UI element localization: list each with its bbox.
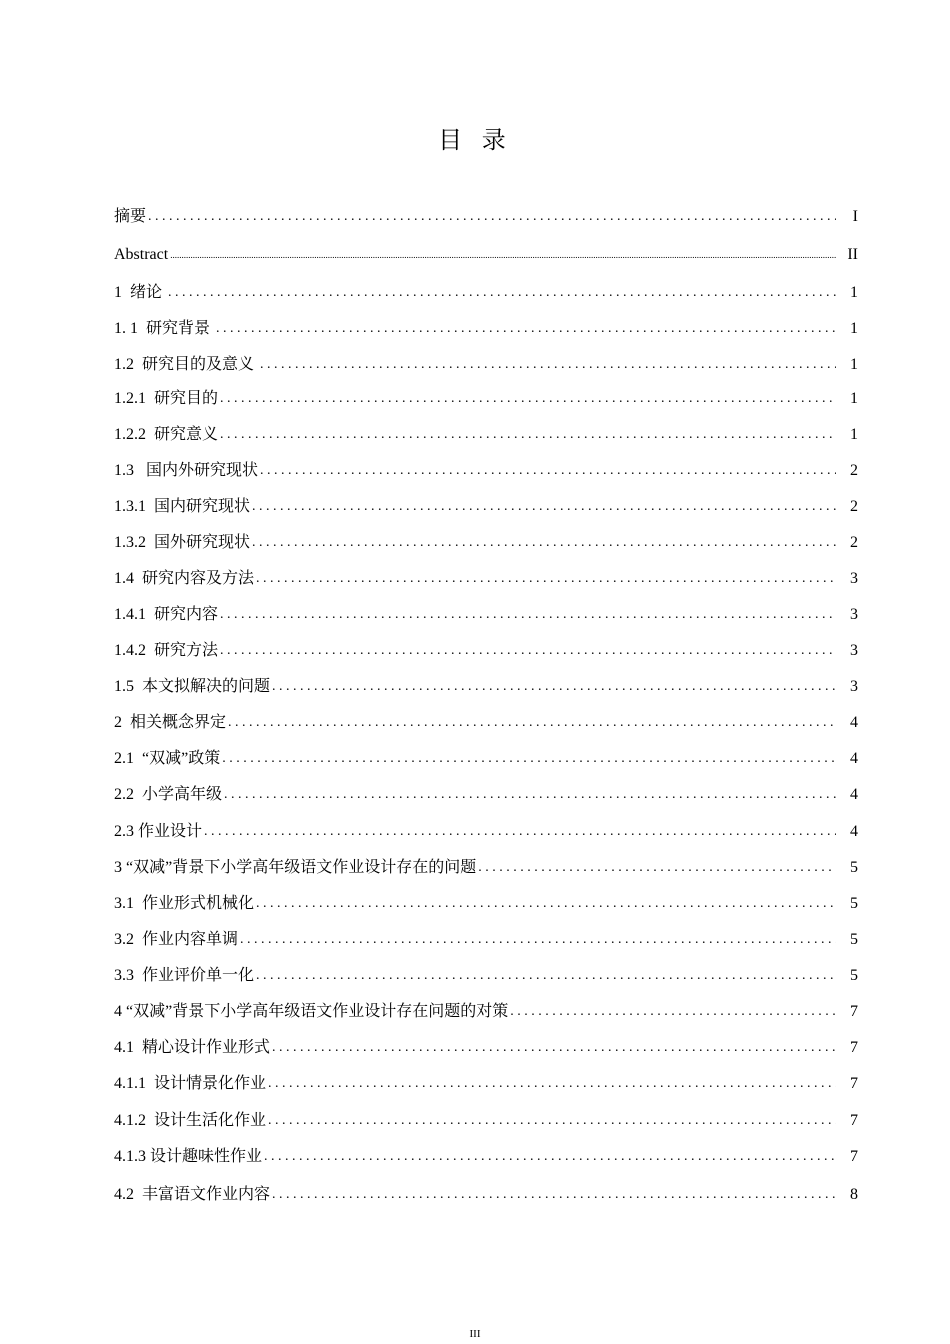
toc-entry-page: 7 <box>850 1148 858 1165</box>
toc-leader-dots <box>256 569 836 589</box>
toc-entry[interactable] <box>114 1143 860 1167</box>
toc-entry-label: 2.1 “双减”政策 <box>114 750 221 767</box>
toc-leader-dots <box>224 785 836 805</box>
footer-page-number: III <box>469 1328 481 1340</box>
toc-entry[interactable] <box>114 421 860 445</box>
toc-entry-label: 1.3.1 国内研究现状 <box>114 498 251 515</box>
toc-leader-dots <box>220 605 836 625</box>
toc-entry[interactable] <box>114 998 860 1022</box>
toc-entry-page: 7 <box>850 1003 858 1020</box>
toc-entry[interactable] <box>114 637 860 661</box>
toc-leader-dots <box>272 1185 836 1205</box>
toc-entry-label: 3 “双减”背景下小学高年级语文作业设计存在的问题 <box>114 859 477 876</box>
toc-entry[interactable] <box>114 1034 860 1058</box>
toc-entry-page: I <box>852 208 858 225</box>
toc-leader-dots <box>260 355 836 375</box>
toc-entry-label: 4.2 丰富语文作业内容 <box>114 1186 271 1203</box>
toc-leader-dots <box>268 1111 836 1131</box>
toc-entry[interactable] <box>114 529 860 553</box>
toc-entry-label: 1.4.1 研究内容 <box>114 606 219 623</box>
toc-entry-page: 3 <box>850 570 858 587</box>
toc-entry[interactable] <box>114 890 860 914</box>
toc-leader-dots <box>478 858 836 878</box>
toc-entry-label: 摘要 <box>114 208 147 225</box>
toc-entry-page: 3 <box>850 642 858 659</box>
toc-entry[interactable] <box>114 1107 860 1131</box>
toc-entry[interactable] <box>114 315 860 339</box>
toc-entry-page: 7 <box>850 1075 858 1092</box>
toc-entry[interactable] <box>114 781 860 805</box>
toc-leader-dots <box>228 713 836 733</box>
toc-entry-label: 1.5 本文拟解决的问题 <box>114 678 271 695</box>
toc-entry-page: 2 <box>850 534 858 551</box>
page-title: 目 录 <box>438 126 512 154</box>
toc-entry-page: 3 <box>850 606 858 623</box>
toc-leader-dots <box>268 1074 836 1094</box>
toc-entry-page: 2 <box>850 462 858 479</box>
toc-entry-page: 4 <box>850 786 858 803</box>
toc-leader-dots <box>222 749 836 769</box>
toc-entry[interactable] <box>114 457 860 481</box>
toc-entry-page: 7 <box>850 1039 858 1056</box>
toc-entry[interactable] <box>114 279 860 303</box>
toc-leader-dots <box>252 497 836 517</box>
toc-entry[interactable] <box>114 1181 860 1205</box>
toc-entry-page: 7 <box>850 1112 858 1129</box>
toc-leader-dots <box>204 822 836 842</box>
toc-entry-page: 1 <box>850 426 858 443</box>
toc-entry-label: 4.1.2 设计生活化作业 <box>114 1112 267 1129</box>
toc-entry-label: Abstract <box>114 246 169 263</box>
toc-entry-label: 1.2.2 研究意义 <box>114 426 219 443</box>
toc-entry-label: 2.3 作业设计 <box>114 823 203 840</box>
toc-leader-dots <box>148 207 836 227</box>
toc-entry-label: 3.3 作业评价单一化 <box>114 967 255 984</box>
toc-entry-label: 1.2 研究目的及意义 <box>114 356 259 373</box>
toc-entry-page: II <box>847 246 858 263</box>
toc-entry-label: 1.4 研究内容及方法 <box>114 570 255 587</box>
toc-entry-label: 1 绪论 <box>114 284 167 301</box>
toc-entry[interactable] <box>114 745 860 769</box>
toc-entry-label: 1.3.2 国外研究现状 <box>114 534 251 551</box>
toc-entry-label: 1. 1 研究背景 <box>114 320 215 337</box>
toc-entry[interactable] <box>114 962 860 986</box>
toc-entry-page: 4 <box>850 750 858 767</box>
toc-leader-dots <box>256 894 836 914</box>
toc-entry-label: 3.2 作业内容单调 <box>114 931 239 948</box>
toc-entry-page: 5 <box>850 859 858 876</box>
toc-entry-page: 5 <box>850 895 858 912</box>
toc-leader-dots <box>256 966 836 986</box>
toc-entry[interactable] <box>114 818 860 842</box>
toc-leader-dots <box>220 425 836 445</box>
toc-entry-label: 3.1 作业形式机械化 <box>114 895 255 912</box>
toc-entry-page: 4 <box>850 823 858 840</box>
toc-entry-page: 1 <box>850 356 858 373</box>
toc-entry[interactable] <box>114 203 860 227</box>
toc-entry[interactable] <box>114 385 860 409</box>
toc-leader-dots <box>272 677 836 697</box>
toc-leader-dots <box>252 533 836 553</box>
toc-leader-dots <box>220 641 836 661</box>
toc-entry-label: 1.3 国内外研究现状 <box>114 462 259 479</box>
toc-leader-dots <box>220 389 836 409</box>
toc-leader-dots <box>216 319 836 339</box>
toc-entry-page: 2 <box>850 498 858 515</box>
toc-entry-label: 2 相关概念界定 <box>114 714 227 731</box>
toc-entry-page: 5 <box>850 931 858 948</box>
toc-entry-label: 4.1.3 设计趣味性作业 <box>114 1148 263 1165</box>
toc-leader-dots <box>240 930 836 950</box>
toc-entry[interactable] <box>114 565 860 589</box>
toc-entry[interactable] <box>114 854 860 878</box>
toc-entry[interactable] <box>114 926 860 950</box>
toc-entry[interactable] <box>114 709 860 733</box>
toc-entry[interactable] <box>114 673 860 697</box>
toc-entry-label: 2.2 小学高年级 <box>114 786 223 803</box>
toc-entry[interactable] <box>114 1070 860 1094</box>
toc-leader-dots <box>510 1002 836 1022</box>
toc-leader-dots <box>264 1147 836 1167</box>
toc-entry-page: 5 <box>850 967 858 984</box>
toc-entry[interactable] <box>114 241 860 265</box>
toc-entry[interactable] <box>114 601 860 625</box>
toc-leader-dots <box>272 1038 836 1058</box>
toc-leader-dots <box>260 461 836 481</box>
toc-leader-dots <box>170 245 836 265</box>
toc-entry-page: 1 <box>850 390 858 407</box>
toc-entry-page: 4 <box>850 714 858 731</box>
toc-entry-label: 1.2.1 研究目的 <box>114 390 219 407</box>
toc-entry-page: 3 <box>850 678 858 695</box>
toc-entry-label: 4 “双减”背景下小学高年级语文作业设计存在问题的对策 <box>114 1003 509 1020</box>
toc-entry[interactable] <box>114 351 860 375</box>
toc-leader-dots <box>168 283 836 303</box>
toc-entry-label: 1.4.2 研究方法 <box>114 642 219 659</box>
toc-entry-page: 1 <box>850 320 858 337</box>
toc-entry-label: 4.1.1 设计情景化作业 <box>114 1075 267 1092</box>
toc-entry-page: 1 <box>850 284 858 301</box>
toc-entry-page: 8 <box>850 1186 858 1203</box>
toc-entry-label: 4.1 精心设计作业形式 <box>114 1039 271 1056</box>
toc-entry[interactable] <box>114 493 860 517</box>
